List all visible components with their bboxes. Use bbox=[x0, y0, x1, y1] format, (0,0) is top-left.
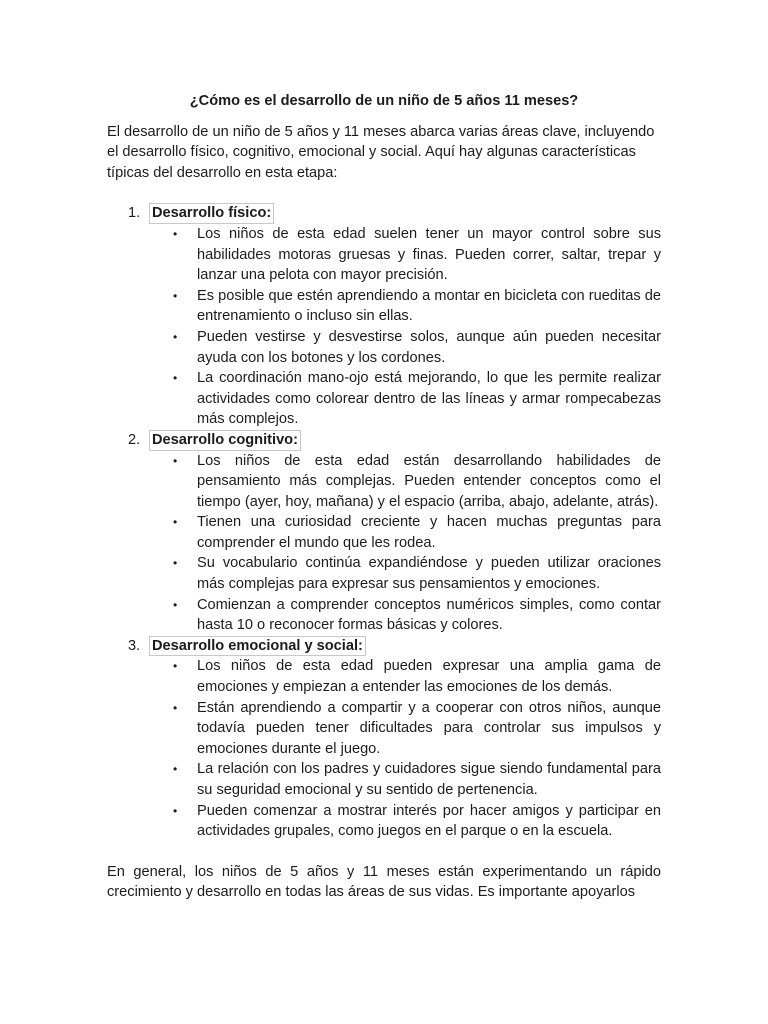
list-item bbox=[152, 759, 661, 800]
intro-paragraph: El desarrollo de un niño de 5 años y 11 meses abarca varias áreas clave, incluyendo el desarrollo físico, cognitivo, emocional y social. Aquí hay algunas características típicas del desarrollo en esta etapa: bbox=[107, 123, 655, 181]
section-heading: Desarrollo emocional y social: bbox=[149, 636, 366, 657]
list-item bbox=[152, 368, 661, 430]
list-item-text: Comienzan a comprender conceptos numéricos simples, como contar hasta 10 o reconocer formas básicas y colores. bbox=[197, 596, 661, 634]
bullet-list bbox=[152, 224, 661, 430]
list-item bbox=[152, 327, 661, 368]
list-item bbox=[152, 698, 661, 760]
bullet-icon: • bbox=[173, 226, 178, 241]
bullet-icon: • bbox=[173, 556, 178, 571]
bullet-list bbox=[152, 656, 661, 841]
list-item-text: Su vocabulario continúa expandiéndose y pueden utilizar oraciones más complejas para expresar sus pensamientos y emociones. bbox=[197, 555, 661, 593]
document-page bbox=[107, 91, 661, 903]
bullet-icon: • bbox=[173, 659, 178, 674]
sections-list bbox=[107, 203, 661, 841]
list-item bbox=[152, 656, 661, 697]
bullet-icon: • bbox=[173, 329, 178, 344]
list-item bbox=[152, 512, 661, 553]
section-number: 1. bbox=[128, 205, 141, 222]
list-item-text: Pueden vestirse y desvestirse solos, aunque aún pueden necesitar ayuda con los botones y los cordones. bbox=[197, 328, 661, 366]
bullet-icon: • bbox=[173, 803, 178, 818]
list-item-text: La coordinación mano-ojo está mejorando, lo que les permite realizar actividades como colorear dentro de las líneas y armar rompecabezas más complejos. bbox=[197, 370, 661, 428]
document-title: ¿Cómo es el desarrollo de un niño de 5 años 11 meses? bbox=[189, 93, 579, 109]
list-item-text: Están aprendiendo a compartir y a cooperar con otros niños, aunque todavía pueden tener dificultades para controlar sus impulsos y emociones durante el juego. bbox=[197, 699, 661, 757]
section-physical bbox=[107, 203, 661, 430]
list-item-text: Los niños de esta edad suelen tener un mayor control sobre sus habilidades motoras gruesas y finas. Pueden correr, saltar, trepar y lanzar una pelota con mayor precisión. bbox=[197, 225, 661, 284]
list-item-text: Pueden comenzar a mostrar interés por hacer amigos y participar en actividades grupales, como juegos en el parque o en la escuela. bbox=[197, 802, 661, 840]
list-item bbox=[152, 553, 661, 594]
bullet-icon: • bbox=[173, 453, 178, 468]
list-item bbox=[152, 286, 661, 327]
bullet-icon: • bbox=[173, 515, 178, 530]
list-item-text: Es posible que estén aprendiendo a montar en bicicleta con rueditas de entrenamiento o incluso sin ellas. bbox=[197, 287, 661, 325]
bullet-icon: • bbox=[173, 597, 178, 612]
list-item bbox=[152, 224, 661, 286]
list-item bbox=[152, 451, 661, 513]
bullet-icon: • bbox=[173, 288, 178, 303]
bullet-icon: • bbox=[173, 762, 178, 777]
section-number: 3. bbox=[128, 637, 141, 654]
list-item-text: Los niños de esta edad pueden expresar una amplia gama de emociones y empiezan a entender las emociones de los demás. bbox=[197, 658, 661, 696]
closing-paragraph: En general, los niños de 5 años y 11 meses están experimentando un rápido crecimiento y desarrollo en todas las áreas de sus vidas. Es importante apoyarlos bbox=[107, 863, 661, 901]
section-number: 2. bbox=[128, 431, 141, 448]
section-cognitive bbox=[107, 430, 661, 636]
list-item-text: La relación con los padres y cuidadores sigue siendo fundamental para su seguridad emocional y su sentido de pertenencia. bbox=[197, 761, 661, 798]
bullet-icon: • bbox=[173, 700, 178, 715]
list-item-text: Los niños de esta edad están desarrollando habilidades de pensamiento más complejas. Pueden entender conceptos como el tiempo (ayer, hoy, mañana) y el espacio (arriba, abajo, adelante, atrás). bbox=[197, 452, 661, 510]
section-heading: Desarrollo cognitivo: bbox=[149, 430, 301, 451]
list-item bbox=[152, 801, 661, 842]
list-item-text: Tienen una curiosidad creciente y hacen muchas preguntas para comprender el mundo que les rodea. bbox=[197, 514, 661, 551]
bullet-list bbox=[152, 451, 661, 636]
list-item bbox=[152, 595, 661, 636]
section-emotional-social bbox=[107, 636, 661, 842]
bullet-icon: • bbox=[173, 371, 178, 386]
section-heading: Desarrollo físico: bbox=[149, 203, 274, 224]
